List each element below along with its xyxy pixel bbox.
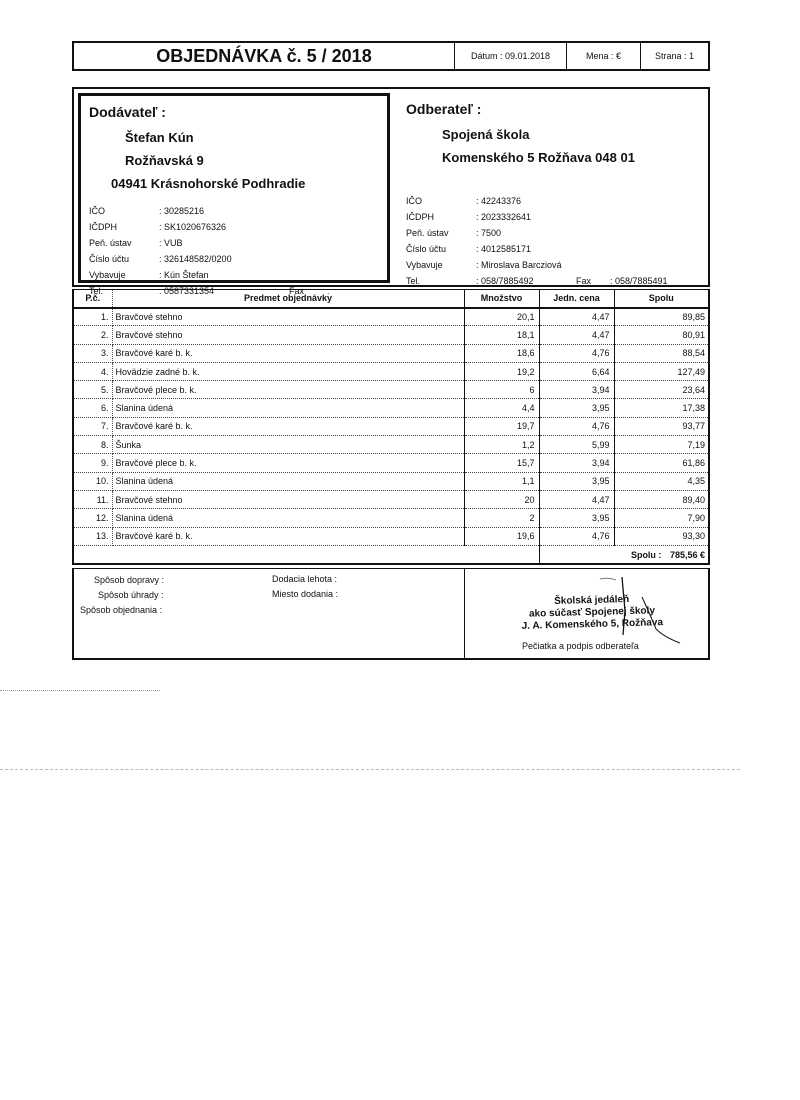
row-number: 2. — [74, 326, 112, 344]
order-date: Dátum : 09.01.2018 — [454, 43, 566, 69]
row-total: 80,91 — [614, 326, 708, 344]
supplier-street: Rožňavská 9 — [125, 153, 204, 168]
col-header-price: Jedn. cena — [539, 290, 614, 308]
row-quantity: 19,7 — [464, 417, 539, 435]
row-number: 8. — [74, 436, 112, 454]
row-total: 89,40 — [614, 490, 708, 508]
table-row — [74, 436, 708, 454]
row-unit-price: 3,95 — [539, 472, 614, 490]
table-row — [74, 472, 708, 490]
row-total: 7,90 — [614, 509, 708, 527]
row-unit-price: 6,64 — [539, 362, 614, 380]
row-item-name: Slanina údená — [112, 509, 464, 527]
row-unit-price: 4,76 — [539, 527, 614, 545]
buyer-field: IČO : 42243376 — [406, 196, 522, 206]
row-unit-price: 4,76 — [539, 344, 614, 362]
order-page: Strana : 1 — [640, 43, 708, 69]
row-quantity: 4,4 — [464, 399, 539, 417]
row-total: 127,49 — [614, 362, 708, 380]
items-table — [72, 289, 710, 565]
row-total: 4,35 — [614, 472, 708, 490]
row-unit-price: 4,76 — [539, 417, 614, 435]
supplier-field: Vybavuje : Kún Štefan — [89, 270, 209, 280]
parties-section — [72, 87, 710, 296]
col-header-qty: Množstvo — [464, 290, 539, 308]
row-unit-price: 3,95 — [539, 399, 614, 417]
buyer-field: Číslo účtu : 4012585171 — [406, 244, 532, 254]
row-quantity: 18,1 — [464, 326, 539, 344]
row-number: 12. — [74, 509, 112, 527]
table-row — [74, 454, 708, 472]
row-number: 10. — [74, 472, 112, 490]
row-number: 11. — [74, 490, 112, 508]
row-number: 4. — [74, 362, 112, 380]
row-number: 5. — [74, 381, 112, 399]
row-item-name: Bravčové plece b. k. — [112, 454, 464, 472]
buyer-field: IČDPH : 2023332641 — [406, 212, 532, 222]
scan-artifact-line — [0, 769, 740, 770]
row-item-name: Bravčové stehno — [112, 326, 464, 344]
table-row — [74, 344, 708, 362]
supplier-field: IČO : 30285216 — [89, 206, 205, 216]
row-quantity: 6 — [464, 381, 539, 399]
row-item-name: Bravčové stehno — [112, 308, 464, 326]
row-number: 6. — [74, 399, 112, 417]
buyer-field: Vybavuje : Miroslava Barcziová — [406, 260, 562, 270]
buyer-name: Spojená škola — [442, 127, 530, 142]
row-unit-price: 3,94 — [539, 381, 614, 399]
row-item-name: Hovädzie zadné b. k. — [112, 362, 464, 380]
order-currency: Mena : € — [566, 43, 640, 69]
row-item-name: Bravčové karé b. k. — [112, 527, 464, 545]
supplier-name: Štefan Kún — [125, 130, 194, 145]
supplier-heading: Dodávateľ : — [89, 104, 166, 120]
footer-divider — [464, 569, 465, 659]
table-row — [74, 490, 708, 508]
row-item-name: Bravčové stehno — [112, 490, 464, 508]
signature-caption: Pečiatka a podpis odberateľa — [522, 641, 639, 651]
delivery-term-label: Dodacia lehota : — [272, 574, 338, 584]
table-row — [74, 399, 708, 417]
supplier-field: Číslo účtu : 326148582/0200 — [89, 254, 232, 264]
row-unit-price: 4,47 — [539, 308, 614, 326]
table-row — [74, 362, 708, 380]
supplier-city: 04941 Krásnohorské Podhradie — [111, 176, 306, 191]
row-unit-price: 3,94 — [539, 454, 614, 472]
sum-row — [74, 545, 708, 563]
row-quantity: 1,1 — [464, 472, 539, 490]
supplier-fields — [89, 203, 379, 299]
row-quantity: 20 — [464, 490, 539, 508]
row-item-name: Slanina údená — [112, 399, 464, 417]
row-total: 61,86 — [614, 454, 708, 472]
buyer-field: Peň. ústav : 7500 — [406, 228, 502, 238]
order-title: OBJEDNÁVKA č. 5 / 2018 — [156, 46, 372, 66]
table-row — [74, 308, 708, 326]
sum-label: Spolu : — [630, 549, 662, 560]
supplier-field: Peň. ústav : VUB — [89, 238, 183, 248]
row-item-name: Šunka — [112, 436, 464, 454]
buyer-heading: Odberateľ : — [406, 101, 482, 117]
row-total: 23,64 — [614, 381, 708, 399]
row-total: 93,30 — [614, 527, 708, 545]
row-quantity: 15,7 — [464, 454, 539, 472]
row-number: 7. — [74, 417, 112, 435]
row-number: 13. — [74, 527, 112, 545]
buyer-fields — [406, 193, 702, 289]
table-header-row — [74, 290, 708, 308]
row-item-name: Bravčové karé b. k. — [112, 417, 464, 435]
row-quantity: 1,2 — [464, 436, 539, 454]
school-stamp: Školská jedáleň ako súčasť Spojenej školy J. A. Komenského 5, Rožňava — [521, 594, 664, 632]
payment-label: Spôsob úhrady : — [98, 590, 164, 600]
supplier-field: Tel. : 0587331354 Fax : — [89, 286, 330, 296]
row-number: 3. — [74, 344, 112, 362]
buyer-box — [404, 93, 704, 286]
row-total: 7,19 — [614, 436, 708, 454]
table-row — [74, 509, 708, 527]
col-header-no: P.č. — [74, 290, 112, 308]
row-quantity: 18,6 — [464, 344, 539, 362]
transport-label: Spôsob dopravy : — [94, 575, 165, 585]
row-total: 88,54 — [614, 344, 708, 362]
row-item-name: Bravčové plece b. k. — [112, 381, 464, 399]
sum-value: 785,56 € — [669, 549, 705, 560]
row-number: 9. — [74, 454, 112, 472]
col-header-item: Predmet objednávky — [112, 290, 464, 308]
row-quantity: 20,1 — [464, 308, 539, 326]
row-number: 1. — [74, 308, 112, 326]
order-header — [72, 41, 710, 71]
supplier-field: IČDPH : SK1020676326 — [89, 222, 227, 232]
row-total: 89,85 — [614, 308, 708, 326]
table-row — [74, 381, 708, 399]
order-method-label: Spôsob objednania : — [80, 605, 163, 615]
row-unit-price: 4,47 — [539, 490, 614, 508]
row-quantity: 19,6 — [464, 527, 539, 545]
supplier-box — [78, 93, 390, 296]
row-unit-price: 3,95 — [539, 509, 614, 527]
row-total: 17,38 — [614, 399, 708, 417]
row-unit-price: 5,99 — [539, 436, 614, 454]
row-item-name: Slanina údená — [112, 472, 464, 490]
table-row — [74, 527, 708, 545]
col-header-total: Spolu — [614, 290, 708, 308]
row-quantity: 19,2 — [464, 362, 539, 380]
row-total: 93,77 — [614, 417, 708, 435]
table-row — [74, 417, 708, 435]
row-unit-price: 4,47 — [539, 326, 614, 344]
table-row — [74, 326, 708, 344]
buyer-field: Tel. : 058/7885492 Fax : 058/7885491 — [406, 276, 668, 286]
order-footer — [72, 568, 710, 660]
row-quantity: 2 — [464, 509, 539, 527]
buyer-address: Komenského 5 Rožňava 048 01 — [442, 150, 635, 165]
delivery-place-label: Miesto dodania : — [272, 589, 339, 599]
scan-artifact-line — [0, 690, 160, 691]
row-item-name: Bravčové karé b. k. — [112, 344, 464, 362]
